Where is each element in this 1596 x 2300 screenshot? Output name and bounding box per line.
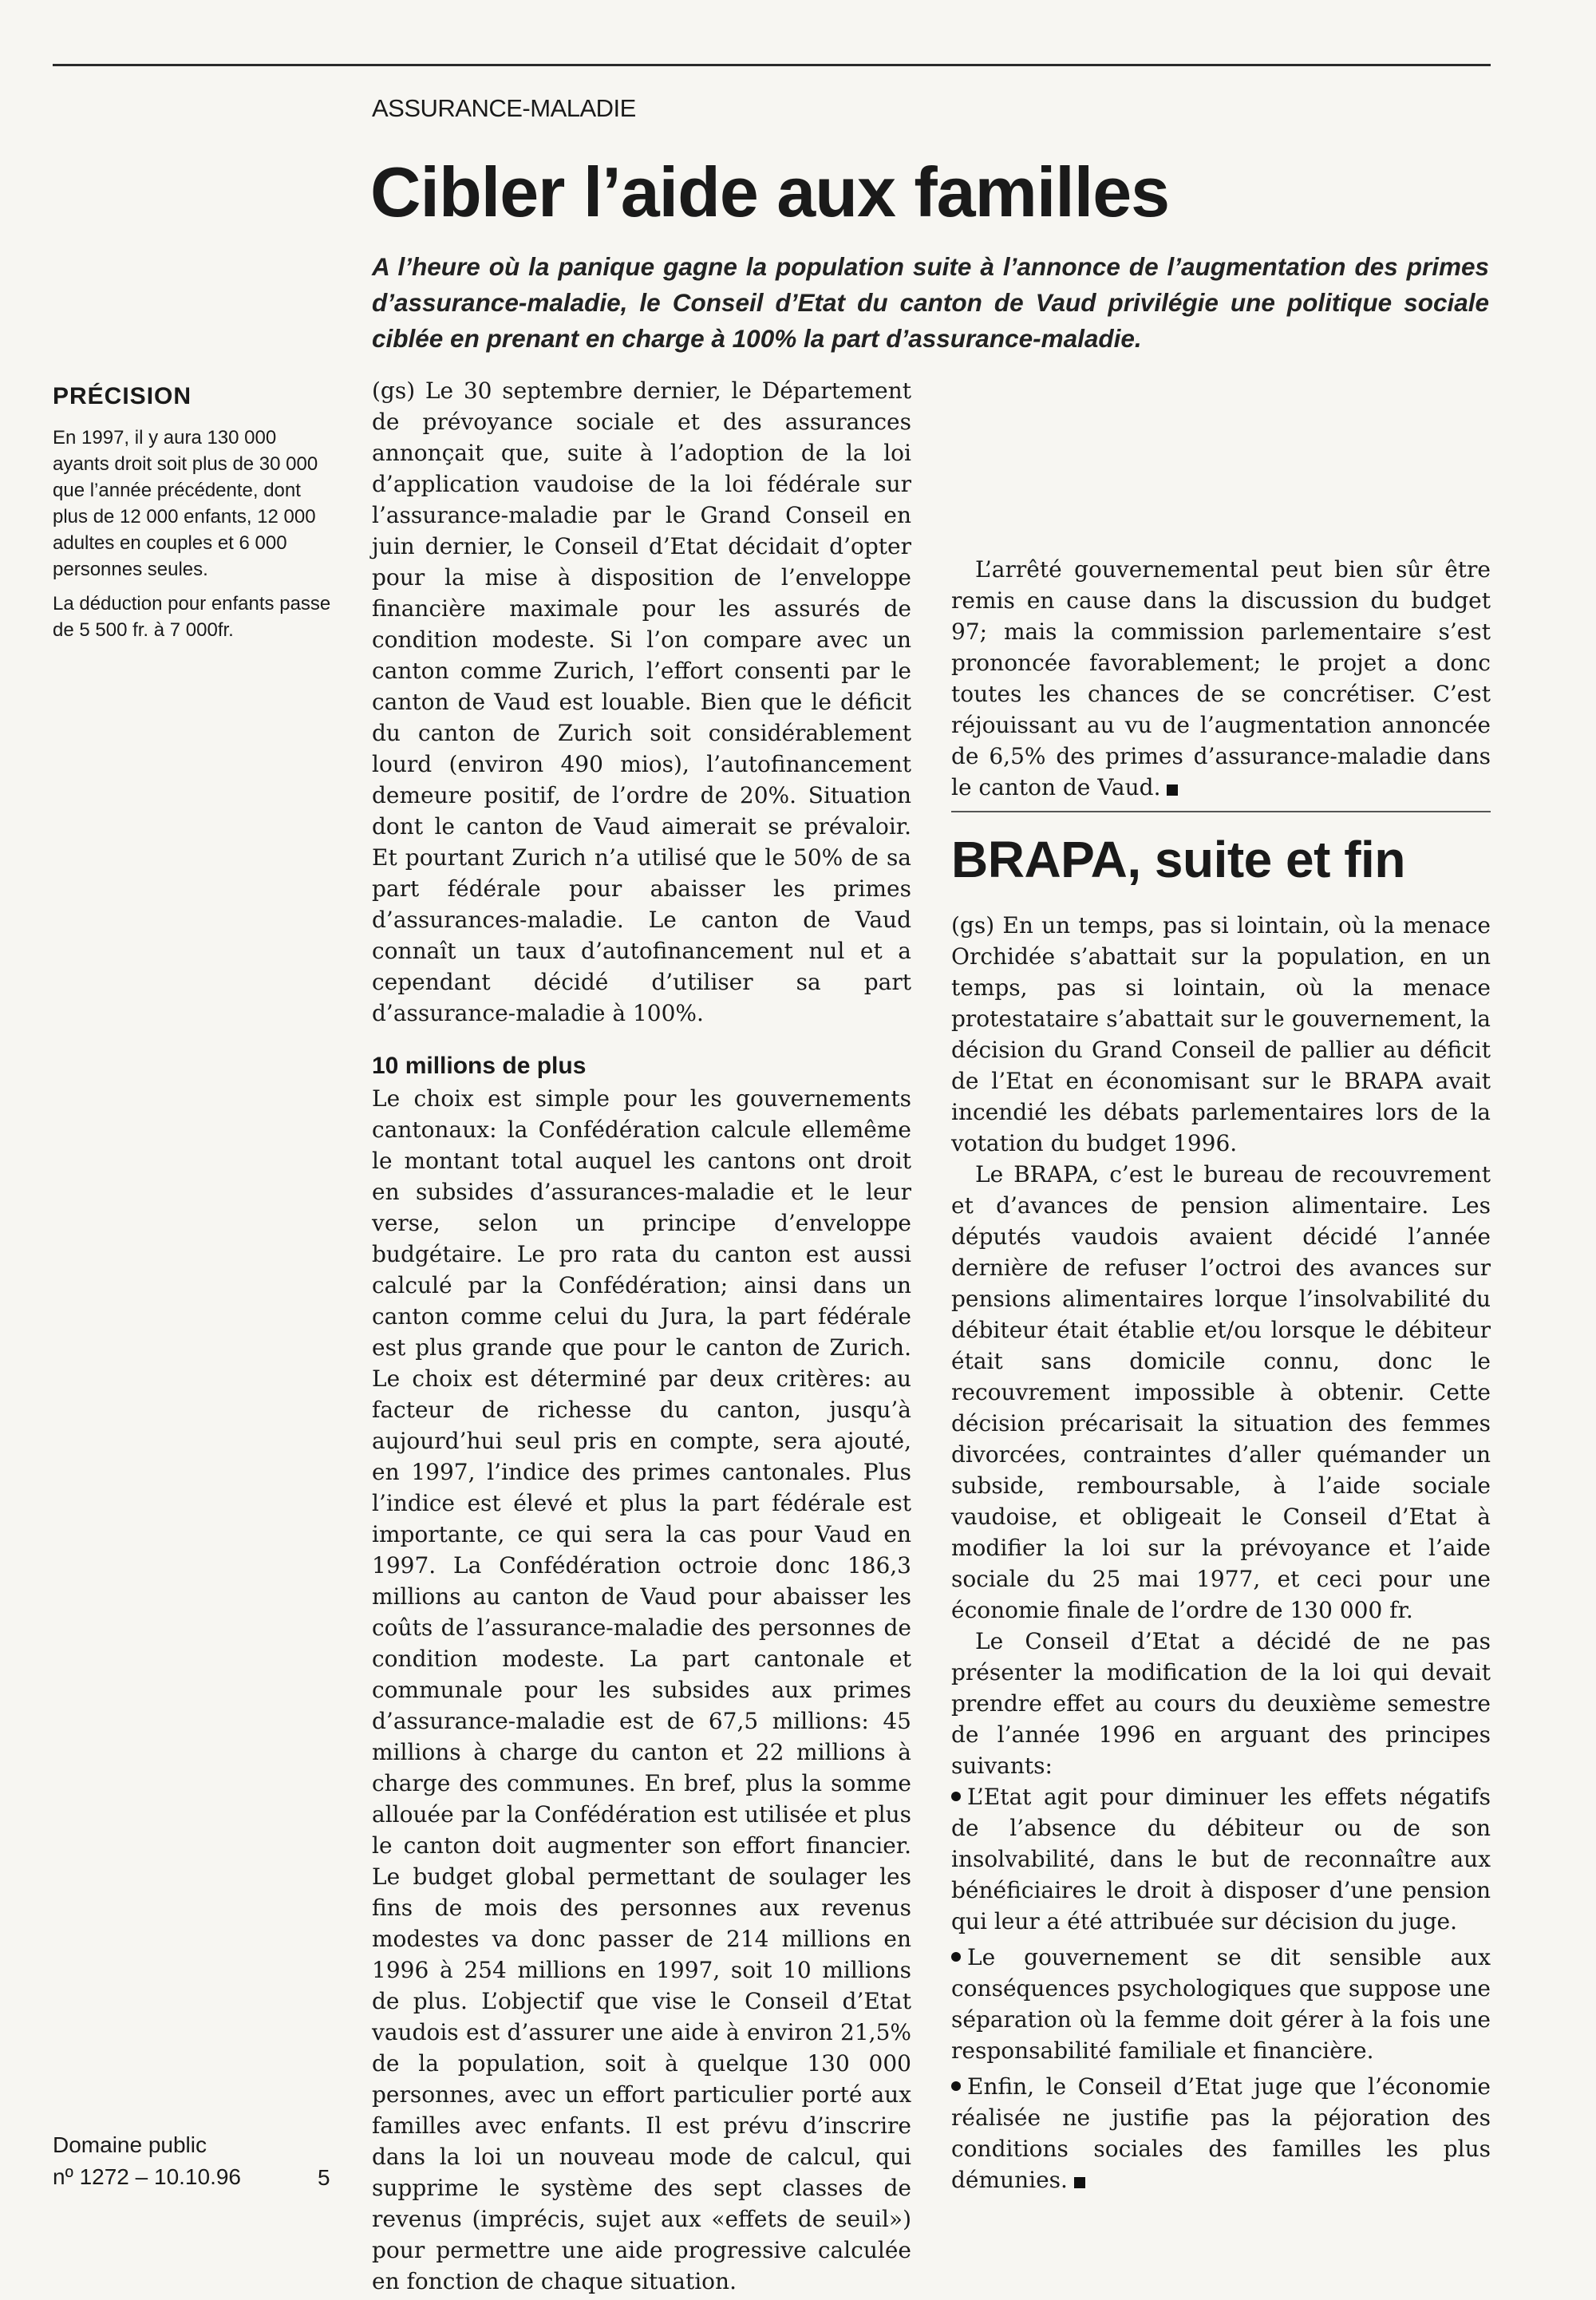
list-item (951, 1942, 1491, 2066)
article-subhead: 10 millions de plus (372, 1053, 587, 1079)
article-column-1 (372, 375, 911, 2297)
article-paragraph (951, 554, 1491, 803)
sidebar-paragraph: En 1997, il y aura 130 000 ayants droit soit plus de 30 000 que l’année précédente, dont plus de 12 000 enfants, 12 000 adultes en couples et 6 000 personnes seules. (53, 427, 318, 580)
article-column-3 (951, 910, 1491, 2200)
lead-paragraph: A l’heure où la panique gagne la population suite à l’annonce de l’augmentation des primes d’assurance-maladie, le Conseil d’Etat du canton de Vaud privilégie une politique sociale ciblée en prenant en charge à 100% la part d’assurance-maladie. (372, 252, 1489, 353)
list-item-text: L’Etat agit pour diminuer les effets négatifs de l’absence du débiteur ou de son insolvabilité, dans le but de reconnaître aux bénéficiaires le droit à disposer d’une pension qui leur a été attribuée sur décision du juge. (951, 1784, 1491, 1934)
article-divider (951, 811, 1491, 812)
page-number: 5 (318, 2165, 330, 2190)
publication-name: Domaine public (53, 2132, 207, 2157)
list-item (951, 1781, 1491, 1937)
end-mark-icon (1074, 2177, 1085, 2188)
bullet-icon (951, 2081, 961, 2091)
list-item-text: Le gouvernement se dit sensible aux conséquences psychologiques que suppose une séparation où la femme doit gérer à la fois une responsabilité familiale et financière. (951, 1944, 1491, 2064)
article-paragraph: Le BRAPA, c’est le bureau de recouvrement et d’avances de pension alimentaire. Les députés vaudois avaient décidé l’année dernière de refuser l’octroi des avances sur pensions alimentaires lorque l’insolvabilité du débiteur était établie et/ou lorsque le débiteur était sans domicile connu, donc le recouvrement impossible à obtenir. Cette décision précarisait la situation des femmes divorcées, contraintes d’aller quémander un subside, remboursable, à l’aide sociale vaudoise, et obligeait le Conseil d’Etat à modifier la loi sur la prévoyance et l’aide sociale du 25 mai 1977, et ceci pour une économie finale de l’ordre de 130 000 fr. (951, 1161, 1491, 1623)
issue-info: nº 1272 – 10.10.96 (53, 2164, 241, 2189)
sidebar-precision (53, 377, 332, 651)
sidebar-paragraph: La déduction pour enfants passe de 5 500 fr. à 7 000fr. (53, 593, 331, 641)
list-item (951, 2071, 1491, 2195)
article-paragraph: Le choix est simple pour les gouvernements cantonaux: la Confédération calcule ellemême le montant total auquel les cantons ont droit en subsides d’assurances-maladie et le leur verse, selon un principe d’enveloppe budgétaire. Le pro rata du canton est aussi calculé par la Confédération; ainsi dans un canton comme celui du Jura, la part fédérale est plus grande que pour le canton de Zurich. Le choix est déterminé par deux critères: au facteur de richesse du canton, jusqu’à aujourd’hui seul pris en compte, sera ajouté, en 1997, l’indice des primes cantonales. Plus l’indice est élevé et plus la part fédérale est importante, ce qui sera la cas pour Vaud en 1997. La Confédération octroie donc 186,3 millions au canton de Vaud pour abaisser les coûts de l’assurance-maladie des personnes de condition modeste. La part cantonale et communale pour les subsides aux primes d’assurance-maladie est de 67,5 millions: 45 millions à charge du canton et 22 millions à charge des communes. En bref, plus la somme allouée par la Confédération est utilisée et plus le canton doit augmenter son effort financier. Le budget global permettant de soulager les fins de mois des personnes aux revenus modestes va donc passer de 214 millions en 1996 à 254 millions en 1997, soit 10 millions de plus. L’objectif que vise le Conseil d’Etat vaudois est d’assurer une aide à environ 21,5% de la population, soit à quelque 130 000 personnes, avec un effort particulier porté aux familles avec enfants. Il est prévu d’inscrire dans la loi un nouveau mode de calcul, qui supprime le système des sept classes de revenus (imprécis, sujet aux «effets de seuil») pour permettre une aide progressive calculée en fonction de chaque situation. (372, 1085, 911, 2294)
bullet-list (951, 1781, 1491, 2195)
bullet-icon (951, 1952, 961, 1962)
bullet-icon (951, 1792, 961, 1801)
sidebar-title: PRÉCISION (53, 383, 192, 409)
article-paragraph-text: L’arrêté gouvernemental peut bien sûr être remis en cause dans la discussion du budget 97; mais la commission parlementaire s’est prononcée favorablement; le projet a donc toutes les chances de se concrétiser. C’est réjouissant au vu de l’augmentation annoncée de 6,5% des primes d’assurance-maladie dans le canton de Vaud. (951, 556, 1491, 800)
headline: Cibler l’aide aux familles (370, 152, 1170, 231)
section-tag: ASSURANCE-MALADIE (372, 94, 636, 122)
list-item-text: Enfin, le Conseil d’Etat juge que l’économie réalisée ne justifie pas la péjoration des conditions sociales des familles les plus démunies. (951, 2073, 1491, 2193)
article-paragraph: (gs) Le 30 septembre dernier, le Département de prévoyance sociale et des assurances annonçait que, suite à l’adoption de la loi d’application vaudoise de la loi fédérale sur l’assurance-maladie par le Grand Conseil en juin dernier, le Conseil d’Etat décidait d’opter pour la mise à disposition de l’enveloppe financière maximale pour les assurés de condition modeste. Si l’on compare avec un canton comme Zurich, l’effort consenti par le canton de Vaud est louable. Bien que le déficit du canton de Zurich soit considérablement lourd (environ 490 mios), l’autofinancement demeure positif, de l’ordre de 20%. Situation dont le canton de Vaud aimerait se prévaloir. Et pourtant Zurich n’a utilisé que le 50% de sa part fédérale pour abaisser les primes d’assurances-maladie. Le canton de Vaud connaît un taux d’autofinancement nul et a cependant décidé d’utiliser sa part d’assurance-maladie à 100%. (372, 377, 911, 1026)
article-paragraph: Le Conseil d’Etat a décidé de ne pas présenter la modification de la loi qui devait prendre effet au cours du deuxième semestre de l’année 1996 en arguant des principes suivants: (951, 1628, 1491, 1779)
article-closing-paragraph (951, 554, 1491, 803)
article-title: BRAPA, suite et fin (951, 831, 1405, 888)
footer (53, 2129, 241, 2193)
end-mark-icon (1167, 784, 1178, 796)
top-rule (53, 64, 1491, 66)
article-paragraph: (gs) En un temps, pas si lointain, où la menace Orchidée s’abattait sur la population, en un temps, pas si lointain, où la menace protestataire s’abattait sur le gouvernement, la décision du Grand Conseil de pallier au déficit de l’Etat en économisant sur le BRAPA avait incendié les débats parlementaires lors de la votation du budget 1996. (951, 912, 1491, 1156)
